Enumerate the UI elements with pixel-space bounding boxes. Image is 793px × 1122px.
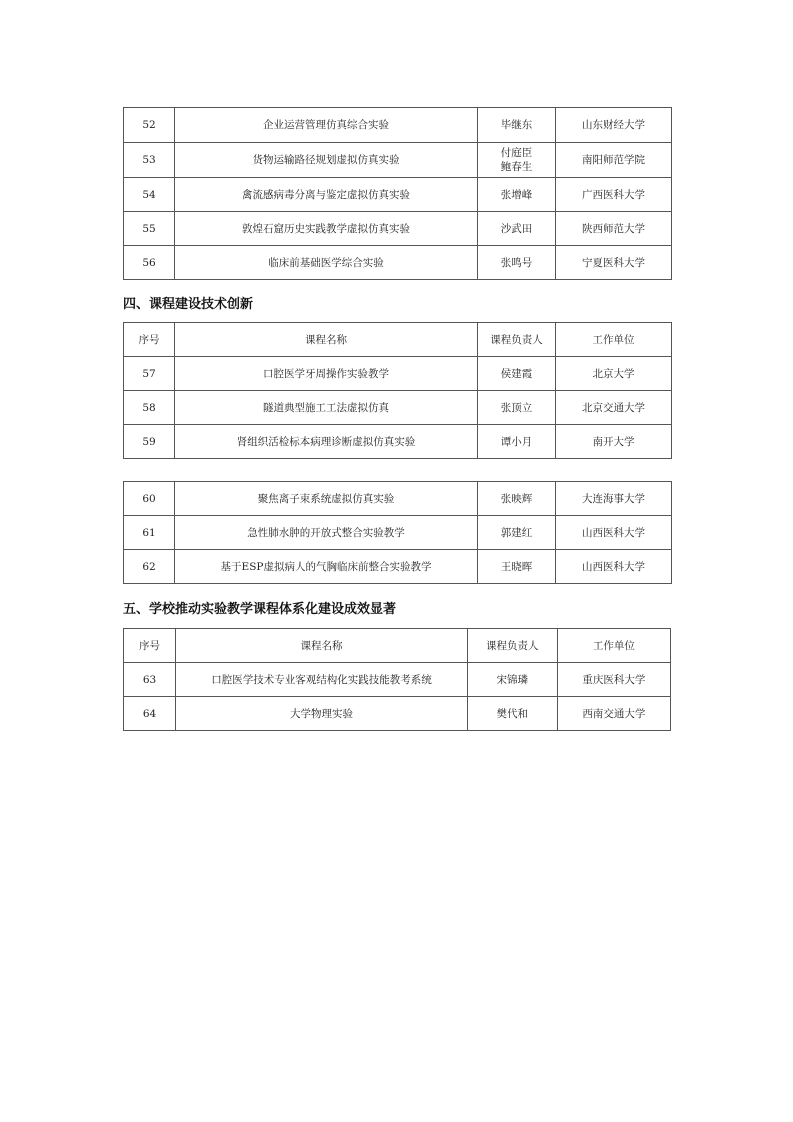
course-name: 货物运输路径规划虚拟仿真实验 [175, 143, 478, 178]
work-unit: 南阳师范学院 [556, 143, 672, 178]
work-unit: 北京大学 [556, 357, 672, 391]
work-unit: 广西医科大学 [556, 178, 672, 212]
course-name: 大学物理实验 [176, 697, 468, 731]
course-leader: 张顶立 [478, 391, 556, 425]
header-no: 序号 [124, 629, 176, 663]
course-name: 禽流感病毒分离与鉴定虚拟仿真实验 [175, 178, 478, 212]
row-number: 60 [124, 482, 175, 516]
work-unit: 重庆医科大学 [557, 663, 670, 697]
header-course-name: 课程名称 [176, 629, 468, 663]
course-name: 基于ESP虚拟病人的气胸临床前整合实验教学 [175, 550, 478, 584]
course-name: 口腔医学技术专业客观结构化实践技能教考系统 [176, 663, 468, 697]
row-number: 56 [124, 246, 175, 280]
table-row [124, 357, 672, 391]
work-unit: 大连海事大学 [556, 482, 672, 516]
row-number: 64 [124, 697, 176, 731]
header-unit: 工作单位 [557, 629, 670, 663]
work-unit: 北京交通大学 [556, 391, 672, 425]
course-leader: 张鸣号 [478, 246, 556, 280]
course-leader: 付庭臣 [500, 147, 533, 159]
section-heading-5: 五、学校推动实验教学课程体系化建设成效显著 [123, 602, 397, 617]
course-table-continued [123, 107, 672, 280]
work-unit: 山西医科大学 [556, 516, 672, 550]
table-row [124, 143, 672, 178]
course-name: 临床前基础医学综合实验 [175, 246, 478, 280]
course-table-section-5 [123, 628, 671, 731]
course-name: 敦煌石窟历史实践教学虚拟仿真实验 [175, 212, 478, 246]
table-row [124, 425, 672, 459]
work-unit: 西南交通大学 [557, 697, 670, 731]
table-row [124, 391, 672, 425]
row-number: 59 [124, 425, 175, 459]
course-table-section-4-continued [123, 481, 672, 584]
course-leader-second: 鲍春生 [500, 161, 533, 173]
table-row [124, 108, 672, 143]
course-leader: 侯建霞 [478, 357, 556, 391]
table-header-row [124, 323, 672, 357]
course-leader: 毕继东 [478, 108, 556, 143]
course-leader: 张增峰 [478, 178, 556, 212]
course-leader: 张映辉 [478, 482, 556, 516]
row-number: 53 [124, 143, 175, 178]
course-name: 口腔医学牙周操作实验教学 [175, 357, 478, 391]
table-row [124, 697, 671, 731]
table-row [124, 550, 672, 584]
work-unit: 陕西师范大学 [556, 212, 672, 246]
row-number: 52 [124, 108, 175, 143]
header-unit: 工作单位 [556, 323, 672, 357]
header-course-name: 课程名称 [175, 323, 478, 357]
table-row [124, 246, 672, 280]
course-leader: 王晓晖 [478, 550, 556, 584]
course-name: 急性肺水肿的开放式整合实验教学 [175, 516, 478, 550]
work-unit: 山东财经大学 [556, 108, 672, 143]
course-leader: 谭小月 [478, 425, 556, 459]
row-number: 55 [124, 212, 175, 246]
header-no: 序号 [124, 323, 175, 357]
course-table-section-4 [123, 322, 672, 459]
table-row [124, 482, 672, 516]
row-number: 61 [124, 516, 175, 550]
table-row [124, 212, 672, 246]
course-name: 隧道典型施工工法虚拟仿真 [175, 391, 478, 425]
table-row [124, 516, 672, 550]
course-leader: 宋锦璘 [467, 663, 557, 697]
header-leader: 课程负责人 [478, 323, 556, 357]
course-leader: 郭建红 [478, 516, 556, 550]
row-number: 54 [124, 178, 175, 212]
row-number: 62 [124, 550, 175, 584]
course-name: 企业运营管理仿真综合实验 [175, 108, 478, 143]
row-number: 63 [124, 663, 176, 697]
table-row [124, 178, 672, 212]
row-number: 58 [124, 391, 175, 425]
work-unit: 山西医科大学 [556, 550, 672, 584]
header-leader: 课程负责人 [467, 629, 557, 663]
table-row [124, 663, 671, 697]
work-unit: 南开大学 [556, 425, 672, 459]
course-name: 聚焦离子束系统虚拟仿真实验 [175, 482, 478, 516]
course-name: 肾组织活检标本病理诊断虚拟仿真实验 [175, 425, 478, 459]
row-number: 57 [124, 357, 175, 391]
course-leader-cell [478, 143, 556, 178]
table-header-row [124, 629, 671, 663]
section-heading-4: 四、课程建设技术创新 [123, 297, 254, 312]
course-leader: 沙武田 [478, 212, 556, 246]
course-leader: 樊代和 [467, 697, 557, 731]
work-unit: 宁夏医科大学 [556, 246, 672, 280]
